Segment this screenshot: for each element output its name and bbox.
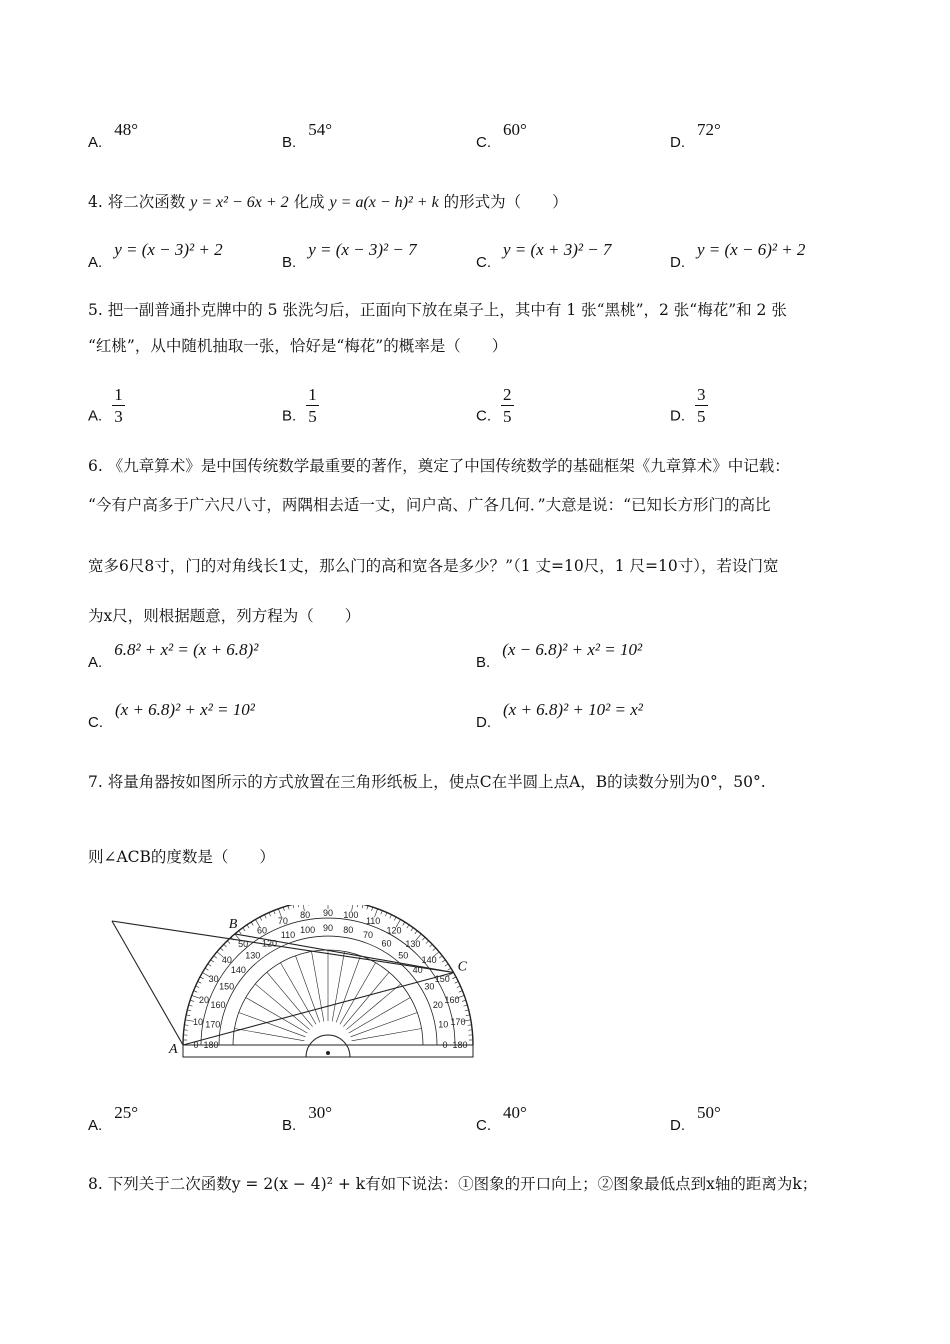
tick-mark: [260, 917, 262, 921]
fraction: [695, 385, 708, 428]
inner-tick-label: 40: [412, 964, 423, 975]
q7-option-c[interactable]: [476, 1103, 527, 1135]
tick-mark: [448, 968, 451, 970]
point-label-b: B: [228, 916, 238, 932]
q5-option-c[interactable]: [476, 385, 514, 438]
option-label: A.: [88, 254, 103, 271]
q3-option-d[interactable]: [670, 120, 721, 152]
tick-mark: [288, 906, 289, 910]
tick-mark: [298, 905, 299, 907]
option-value: y = (x − 6)² + 2: [697, 240, 806, 259]
tick-mark: [433, 948, 436, 951]
tick-mark: [429, 944, 432, 947]
option-label: C.: [476, 1117, 491, 1134]
point-label-a: A: [169, 1042, 178, 1057]
tick-mark: [411, 928, 413, 931]
tick-mark: [189, 1005, 193, 1006]
outer-tick-label: 80: [300, 910, 311, 921]
tick-mark: [186, 1015, 190, 1016]
inner-tick-label: 170: [205, 1019, 221, 1030]
numerator: 1: [308, 385, 317, 404]
outer-tick-label: 0: [193, 1040, 199, 1050]
tick-mark: [457, 986, 461, 988]
q7-stem-line2: 则∠ACB的度数是（ ）: [88, 848, 275, 866]
inner-tick-label: 160: [210, 999, 226, 1010]
tick-mark: [381, 911, 382, 915]
q4-expr1: y = x² − 6x + 2: [190, 194, 289, 211]
outer-tick-label: 180: [452, 1040, 468, 1050]
q5-option-b[interactable]: [282, 385, 319, 438]
inner-tick-label: 50: [398, 950, 409, 961]
option-value: 40°: [503, 1103, 527, 1122]
inner-tick-label: 30: [424, 981, 435, 992]
inner-tick-label: 90: [322, 923, 334, 933]
inner-tick-label: 180: [203, 1040, 219, 1050]
tick-mark: [190, 1000, 194, 1001]
tick-mark: [407, 925, 409, 928]
numerator: 1: [114, 385, 123, 404]
q6-option-d[interactable]: [476, 700, 643, 732]
option-label: C.: [476, 254, 491, 271]
tick-mark: [239, 931, 241, 934]
tick-mark: [264, 915, 266, 919]
option-label: B.: [282, 254, 297, 271]
q6-option-b[interactable]: [476, 640, 643, 672]
radial-line: [336, 956, 360, 1023]
tick-mark: [385, 913, 387, 917]
option-label: B.: [282, 134, 297, 151]
option-value: (x + 6.8)² + 10² = x²: [503, 700, 643, 719]
numerator: 3: [697, 385, 706, 404]
denominator: 5: [503, 407, 512, 426]
tick-mark: [466, 1015, 470, 1016]
outer-tick-label: 90: [322, 908, 334, 918]
option-label: A.: [88, 1117, 103, 1134]
tick-mark: [426, 941, 429, 944]
inner-tick-label: 80: [343, 924, 354, 935]
radial-line: [332, 951, 344, 1021]
radial-line: [239, 1013, 306, 1037]
tick-mark: [442, 960, 445, 962]
option-label: A.: [88, 134, 103, 151]
tick-mark: [462, 1000, 466, 1001]
tick-mark: [220, 948, 223, 951]
inner-tick-label: 60: [381, 938, 392, 949]
radial-line: [349, 998, 410, 1034]
q7-option-d[interactable]: [670, 1103, 721, 1135]
tick-mark: [439, 956, 442, 958]
outer-tick-label: 130: [405, 938, 421, 949]
radial-line: [246, 998, 307, 1034]
q5-stem-line1: 5. 把一副普通扑克牌中的 5 张洗匀后，正面向下放在桌子上，其中有 1 张“黑桃”，2 张“梅花”和 2 张: [88, 301, 787, 319]
point-label-c: C: [457, 959, 467, 975]
tick-mark: [390, 915, 392, 919]
triangle-edge: [112, 921, 183, 1045]
tick-mark: [293, 905, 294, 908]
tick-mark: [198, 981, 202, 983]
q4-option-a[interactable]: [88, 240, 223, 272]
q8-stem-line1: 8. 下列关于二次函数y = 2(x − 4)² + k有如下说法：①图象的开口向上；②图象最低点到x轴的距离为k；: [88, 1175, 818, 1193]
inner-tick-label: 130: [245, 950, 261, 961]
outer-tick-label: 10: [192, 1017, 204, 1028]
tick-mark: [208, 964, 211, 966]
option-label: D.: [670, 407, 685, 425]
tick-mark: [269, 913, 271, 917]
outer-tick-label: 160: [444, 994, 460, 1005]
q4-option-d[interactable]: [670, 240, 806, 272]
center-dot: [326, 1051, 330, 1055]
option-label: A.: [88, 407, 103, 425]
radial-line: [281, 963, 317, 1024]
outer-tick-label: 110: [365, 915, 381, 926]
option-value: 50°: [697, 1103, 721, 1122]
q6-stem-line4: 为x尺，则根据题意，列方程为（ ）: [88, 607, 361, 625]
q6-stem-line1: 6. 《九章算术》是中国传统数学最重要的著作，奠定了中国传统数学的基础框架《九章算术》中记载：: [88, 457, 790, 475]
option-value: y = (x − 3)² − 7: [308, 240, 417, 259]
outer-tick-label: 60: [256, 925, 268, 936]
q4-stem: [88, 190, 568, 212]
q4-option-b[interactable]: [282, 240, 417, 272]
tick-mark: [211, 960, 214, 962]
option-label: D.: [476, 714, 491, 731]
option-value: (x − 6.8)² + x² = 10²: [502, 640, 643, 659]
outer-tick-label: 120: [386, 925, 402, 936]
option-value: 54°: [308, 120, 332, 139]
inner-tick-label: 70: [363, 930, 374, 941]
inner-tick-label: 120: [261, 938, 278, 949]
radial-line: [340, 963, 376, 1024]
inner-tick-label: 0: [442, 1040, 448, 1050]
tick-mark: [224, 944, 227, 947]
radial-line: [351, 1013, 418, 1037]
option-value: y = (x − 3)² + 2: [114, 240, 223, 259]
option-value: 6.8² + x² = (x + 6.8)²: [114, 640, 259, 659]
tick-mark: [415, 931, 417, 934]
option-label: B.: [476, 654, 491, 671]
tick-mark: [372, 907, 373, 911]
tick-mark: [200, 977, 204, 979]
q4-option-c[interactable]: [476, 240, 612, 272]
inner-tick-label: 140: [230, 964, 246, 975]
option-value: 30°: [308, 1103, 332, 1122]
q4-text-mid: 化成: [293, 193, 325, 211]
q4-text-pre: 4. 将二次函数: [88, 193, 186, 211]
tick-mark: [464, 1005, 468, 1006]
option-label: D.: [670, 1117, 685, 1134]
inner-tick-label: 150: [219, 981, 235, 992]
outer-tick-label: 140: [421, 955, 437, 966]
tick-mark: [445, 964, 448, 966]
outer-tick-label: 70: [277, 915, 288, 926]
fraction: [306, 385, 319, 428]
radial-line: [296, 956, 320, 1023]
tick-mark: [196, 986, 200, 988]
inner-tick-label: 10: [438, 1019, 449, 1030]
denominator: 5: [308, 407, 317, 426]
option-label: C.: [88, 714, 103, 731]
inner-tick-label: 20: [432, 999, 443, 1010]
inner-tick-label: 110: [280, 930, 296, 941]
tick-mark: [283, 907, 284, 911]
tick-mark: [403, 922, 405, 925]
option-label: D.: [670, 254, 685, 271]
option-value: 48°: [114, 120, 138, 139]
option-label: B.: [282, 407, 297, 425]
inner-tick-label: 100: [300, 924, 316, 935]
q5-stem-line2: “红桃”，从中随机抽取一张，恰好是“梅花”的概率是（ ）: [88, 337, 508, 355]
tick-mark: [459, 991, 463, 992]
option-value: 72°: [697, 120, 721, 139]
tick-mark: [422, 937, 425, 940]
tick-mark: [187, 1010, 191, 1011]
q6-stem-line3: 宽多6尺8寸，门的对角线长1丈，那么门的高和宽各是多少？”（1 丈=10尺，1 尺=10寸），若设门宽: [88, 557, 779, 575]
triangle-edge: [112, 921, 454, 973]
option-value: y = (x + 3)² − 7: [503, 240, 612, 259]
tick-mark: [357, 905, 358, 907]
tick-mark: [214, 956, 217, 958]
option-label: D.: [670, 134, 685, 151]
q6-stem-line2: “今有户高多于广六尺八寸，两隅相去适一丈，问户高、广各几何．”大意是说：“已知长方形门的高比: [88, 496, 771, 514]
option-value: 60°: [503, 120, 527, 139]
figure-lines: [112, 905, 473, 1057]
q4-expr2: y = a(x − h)² + k: [329, 194, 439, 211]
q6-option-c[interactable]: [88, 700, 255, 732]
q7-option-a[interactable]: [88, 1103, 138, 1135]
denominator: 5: [697, 407, 706, 426]
outer-tick-label: 30: [208, 974, 219, 984]
tick-mark: [362, 905, 363, 908]
fraction: [112, 385, 125, 428]
tick-mark: [194, 991, 198, 992]
option-label: B.: [282, 1117, 297, 1134]
q3-option-a[interactable]: [88, 120, 138, 152]
q5-option-a[interactable]: [88, 385, 125, 438]
q4-text-post: 的形式为（ ）: [443, 193, 568, 211]
option-label: A.: [88, 654, 103, 671]
outer-tick-label: 100: [343, 910, 359, 921]
outer-tick-label: 150: [434, 974, 450, 984]
q3-option-c[interactable]: [476, 120, 527, 152]
outer-tick-label: 40: [221, 955, 232, 966]
q7-option-b[interactable]: [282, 1103, 332, 1135]
outer-tick-label: 170: [450, 1017, 466, 1028]
tick-mark: [394, 917, 396, 921]
option-label: C.: [476, 407, 491, 425]
tick-mark: [452, 977, 456, 979]
q5-option-d[interactable]: [670, 385, 708, 438]
radial-line: [352, 1029, 422, 1041]
radial-line: [234, 1029, 304, 1041]
q3-option-b[interactable]: [282, 120, 332, 152]
q6-option-a[interactable]: [88, 640, 259, 672]
tick-mark: [205, 968, 208, 970]
tick-mark: [243, 928, 245, 931]
tick-mark: [227, 941, 230, 944]
option-value: (x + 6.8)² + x² = 10²: [115, 700, 255, 719]
denominator: 3: [114, 407, 123, 426]
tick-mark: [251, 922, 253, 925]
q7-stem-line1: 7. 将量角器按如图所示的方式放置在三角形纸板上，使点C在半圆上点A，B的读数分别为0°，50°.: [88, 773, 766, 791]
numerator: 2: [503, 385, 512, 404]
tick-mark: [274, 911, 275, 915]
outer-tick-label: 50: [238, 938, 249, 949]
fraction: [501, 385, 514, 428]
tick-mark: [455, 981, 459, 983]
option-value: 25°: [114, 1103, 138, 1122]
option-label: C.: [476, 134, 491, 151]
radial-line: [312, 951, 324, 1021]
tick-mark: [367, 906, 368, 910]
tick-mark: [247, 925, 249, 928]
tick-mark: [465, 1010, 469, 1011]
outer-tick-label: 20: [198, 994, 209, 1005]
protractor-figure: [108, 905, 483, 1060]
